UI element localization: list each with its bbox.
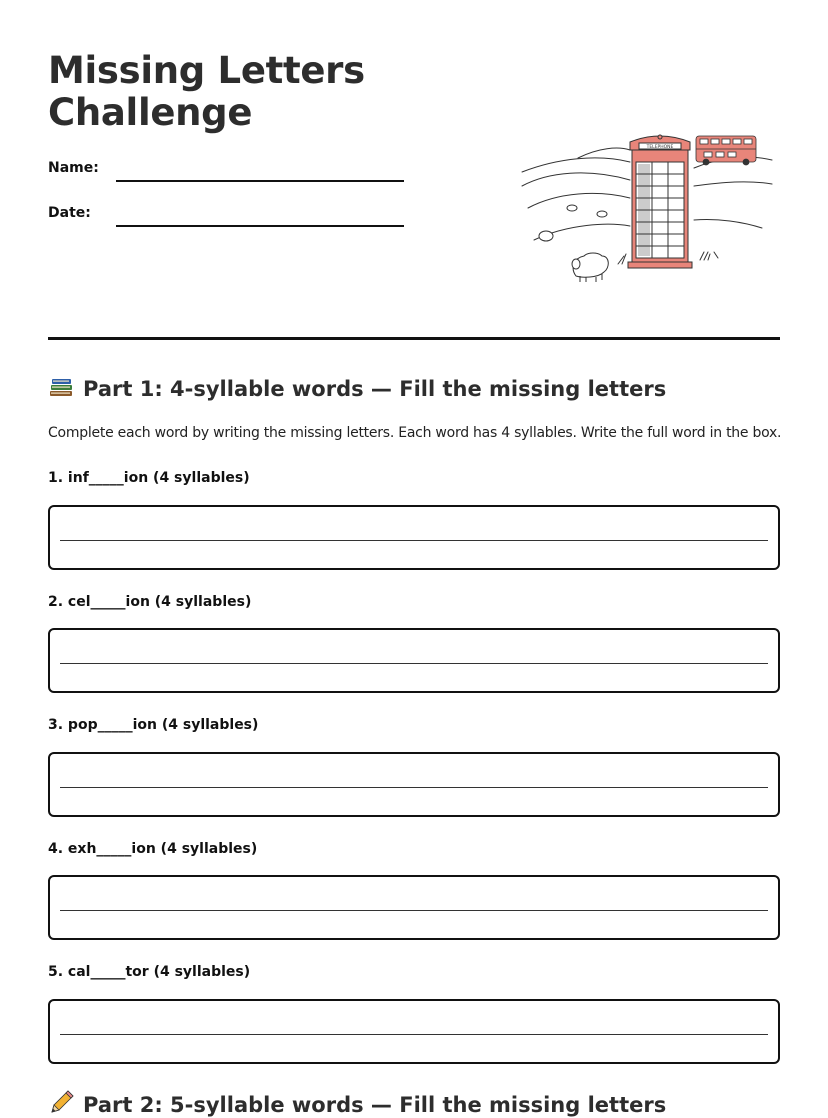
answer-box-1[interactable] xyxy=(48,505,780,570)
part2-title-text: Part 2: 5-syllable words — Fill the missing letters xyxy=(83,1093,667,1117)
telephone-box-landscape-icon xyxy=(518,128,778,288)
title-line-1: Missing Letters xyxy=(48,49,365,92)
booth-sign: TELEPHONE xyxy=(646,145,674,150)
answer-line xyxy=(60,540,768,541)
answer-line xyxy=(60,910,768,911)
question-3-label: 3. pop_____ion (4 syllables) xyxy=(48,717,259,733)
answer-line xyxy=(60,1034,768,1035)
name-label: Name: xyxy=(48,160,99,176)
question-4-label: 4. exh_____ion (4 syllables) xyxy=(48,841,258,857)
answer-box-3[interactable] xyxy=(48,752,780,817)
section-divider xyxy=(48,337,780,340)
question-1-label: 1. inf_____ion (4 syllables) xyxy=(48,470,250,486)
answer-box-4[interactable] xyxy=(48,875,780,940)
date-label: Date: xyxy=(48,205,91,221)
answer-line xyxy=(60,787,768,788)
part1-title-text: Part 1: 4-syllable words — Fill the missing letters xyxy=(83,377,667,401)
part2-title xyxy=(48,1090,666,1117)
answer-box-2[interactable] xyxy=(48,628,780,693)
date-field[interactable] xyxy=(116,225,404,227)
part1-instructions: Complete each word by writing the missing letters. Each word has 4 syllables. Write the full word in the box. xyxy=(48,425,782,441)
name-field[interactable] xyxy=(116,180,404,182)
page-title xyxy=(48,50,365,134)
question-2-label: 2. cel_____ion (4 syllables) xyxy=(48,594,252,610)
pencil-icon xyxy=(48,1090,76,1114)
answer-box-5[interactable] xyxy=(48,999,780,1064)
answer-line xyxy=(60,663,768,664)
title-line-2: Challenge xyxy=(48,91,253,134)
part1-title xyxy=(48,374,666,401)
question-5-label: 5. cal_____tor (4 syllables) xyxy=(48,964,251,980)
books-icon xyxy=(48,374,76,398)
